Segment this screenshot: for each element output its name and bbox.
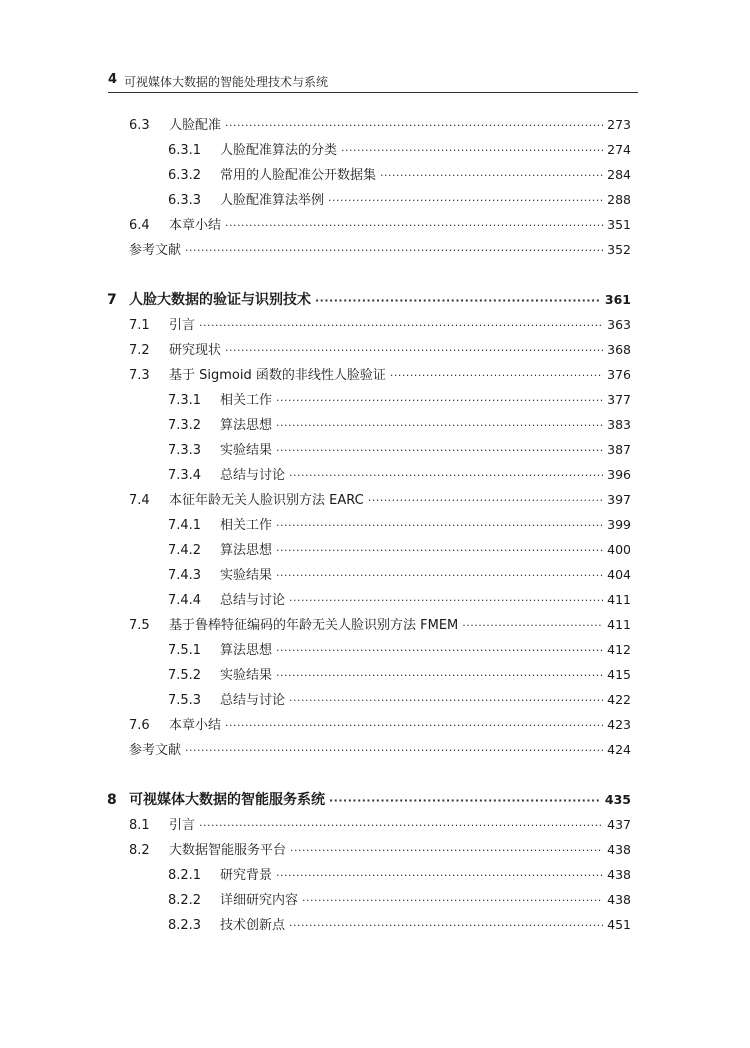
toc-entry-page: 351 bbox=[607, 217, 631, 232]
dot-leader bbox=[289, 690, 603, 712]
dot-leader bbox=[225, 215, 603, 237]
toc-entry-number: 7.2 bbox=[129, 343, 150, 358]
toc-entry-page: 400 bbox=[607, 542, 631, 557]
toc-entry[interactable] bbox=[168, 514, 631, 536]
toc-entry-title: 相关工作 bbox=[220, 393, 273, 408]
dot-leader bbox=[329, 790, 601, 812]
toc-entry-title: 人脸配准 bbox=[169, 118, 222, 133]
toc-entry[interactable] bbox=[168, 189, 631, 211]
toc-entry-page: 438 bbox=[607, 892, 631, 907]
toc-entry-title: 可视媒体大数据的智能服务系统 bbox=[129, 792, 325, 808]
toc-entry-page: 274 bbox=[607, 142, 631, 157]
dot-leader bbox=[199, 315, 603, 337]
dot-leader bbox=[289, 590, 603, 612]
toc-entry[interactable] bbox=[168, 914, 631, 936]
toc-entry-title: 基于 Sigmoid 函数的非线性人脸验证 bbox=[169, 368, 386, 383]
toc-entry-page: 422 bbox=[607, 692, 631, 707]
toc-entry[interactable] bbox=[168, 139, 631, 161]
toc-entry[interactable] bbox=[107, 289, 631, 311]
dot-leader bbox=[185, 740, 603, 762]
dot-leader bbox=[225, 715, 603, 737]
toc-entry-number: 7.3 bbox=[129, 368, 150, 383]
dot-leader bbox=[276, 865, 603, 887]
toc-entry-title: 详细研究内容 bbox=[220, 893, 299, 908]
toc-entry-title: 算法思想 bbox=[220, 418, 273, 433]
toc-entry-title: 实验结果 bbox=[220, 668, 273, 683]
dot-leader bbox=[276, 665, 603, 687]
toc-entry-title: 实验结果 bbox=[220, 568, 273, 583]
dot-leader bbox=[185, 240, 603, 262]
toc-entry-title: 本章小结 bbox=[169, 218, 222, 233]
dot-leader bbox=[368, 490, 603, 512]
book-title: 可视媒体大数据的智能处理技术与系统 bbox=[124, 75, 329, 89]
toc-entry-title: 人脸大数据的验证与识别技术 bbox=[129, 292, 311, 308]
dot-leader bbox=[276, 415, 603, 437]
toc-entry-number: 7.6 bbox=[129, 718, 150, 733]
toc-entry[interactable] bbox=[168, 664, 631, 686]
running-header bbox=[108, 70, 638, 93]
toc-entry[interactable] bbox=[129, 239, 631, 261]
toc-entry-title: 算法思想 bbox=[220, 643, 273, 658]
toc-entry-number: 7.4 bbox=[129, 493, 150, 508]
toc-entry-number: 7 bbox=[107, 292, 117, 308]
dot-leader bbox=[289, 915, 603, 937]
toc-entry-page: 377 bbox=[607, 392, 631, 407]
toc-entry-page: 273 bbox=[607, 117, 631, 132]
toc-entry-page: 368 bbox=[607, 342, 631, 357]
toc-entry-page: 284 bbox=[607, 167, 631, 182]
toc-entry-page: 363 bbox=[607, 317, 631, 332]
toc-entry-number: 6.3.3 bbox=[168, 193, 202, 208]
toc-entry-page: 411 bbox=[607, 617, 631, 632]
toc-entry-title: 本章小结 bbox=[169, 718, 222, 733]
toc-entry-number: 6.3.2 bbox=[168, 168, 202, 183]
dot-leader bbox=[390, 365, 603, 387]
toc-entry[interactable] bbox=[168, 864, 631, 886]
toc-entry[interactable] bbox=[168, 389, 631, 411]
toc-entry[interactable] bbox=[168, 539, 631, 561]
toc-entry-page: 383 bbox=[607, 417, 631, 432]
toc-entry-number: 7.3.1 bbox=[168, 393, 202, 408]
dot-leader bbox=[199, 815, 603, 837]
toc-entry-title: 总结与讨论 bbox=[220, 593, 286, 608]
toc-entry-number: 6.3 bbox=[129, 118, 150, 133]
dot-leader bbox=[276, 640, 603, 662]
toc-entry-page: 435 bbox=[604, 792, 631, 807]
toc-entry-page: 361 bbox=[604, 292, 631, 307]
toc-entry-page: 397 bbox=[607, 492, 631, 507]
toc-entry-number: 8.2.2 bbox=[168, 893, 202, 908]
toc-entry-number: 8 bbox=[107, 792, 117, 808]
toc-entry[interactable] bbox=[107, 789, 631, 811]
toc-entry[interactable] bbox=[168, 414, 631, 436]
dot-leader bbox=[276, 565, 603, 587]
toc-entry-title: 相关工作 bbox=[220, 518, 273, 533]
toc-entry-title: 人脸配准算法举例 bbox=[220, 193, 325, 208]
toc-entry[interactable] bbox=[168, 589, 631, 611]
toc-entry-title: 本征年龄无关人脸识别方法 EARC bbox=[169, 493, 364, 508]
toc-entry-page: 412 bbox=[607, 642, 631, 657]
toc-entry[interactable] bbox=[129, 614, 631, 636]
toc-entry-title: 总结与讨论 bbox=[220, 693, 286, 708]
dot-leader bbox=[276, 440, 603, 462]
toc-entry-page: 451 bbox=[607, 917, 631, 932]
toc-entry-number: 7.4.4 bbox=[168, 593, 202, 608]
toc-entry-page: 396 bbox=[607, 467, 631, 482]
toc-entry[interactable] bbox=[129, 489, 631, 511]
toc-entry-number: 7.4.3 bbox=[168, 568, 202, 583]
toc-entry[interactable] bbox=[129, 314, 631, 336]
toc-entry-title: 参考文献 bbox=[129, 743, 182, 758]
toc-entry-page: 399 bbox=[607, 517, 631, 532]
dot-leader bbox=[289, 465, 603, 487]
toc-entry-page: 415 bbox=[607, 667, 631, 682]
toc-entry[interactable] bbox=[129, 339, 631, 361]
toc-entry[interactable] bbox=[168, 689, 631, 711]
dot-leader bbox=[462, 615, 603, 637]
toc-entry-title: 实验结果 bbox=[220, 443, 273, 458]
toc-entry-title: 基于鲁棒特征编码的年龄无关人脸识别方法 FMEM bbox=[169, 618, 459, 633]
toc-entry-page: 438 bbox=[607, 867, 631, 882]
toc-entry-number: 7.5.2 bbox=[168, 668, 202, 683]
dot-leader bbox=[290, 840, 603, 862]
dot-leader bbox=[328, 190, 603, 212]
toc-entry-page: 404 bbox=[607, 567, 631, 582]
toc-entry-number: 7.3.4 bbox=[168, 468, 202, 483]
toc-entry-number: 6.4 bbox=[129, 218, 150, 233]
toc-entry[interactable] bbox=[168, 164, 631, 186]
page-number: 4 bbox=[108, 72, 118, 87]
toc-entry-page: 423 bbox=[607, 717, 631, 732]
toc-entry-title: 总结与讨论 bbox=[220, 468, 286, 483]
toc-entry-title: 引言 bbox=[169, 318, 196, 333]
toc-entry-title: 常用的人脸配准公开数据集 bbox=[220, 168, 377, 183]
toc-entry[interactable] bbox=[168, 464, 631, 486]
toc-entry-number: 7.4.1 bbox=[168, 518, 202, 533]
toc-entry[interactable] bbox=[129, 739, 631, 761]
toc-entry-number: 8.1 bbox=[129, 818, 150, 833]
toc-entry-page: 387 bbox=[607, 442, 631, 457]
toc-entry-number: 7.4.2 bbox=[168, 543, 202, 558]
dot-leader bbox=[302, 890, 603, 912]
toc-entry-title: 引言 bbox=[169, 818, 196, 833]
toc-entry-page: 376 bbox=[607, 367, 631, 382]
toc-entry-number: 8.2.3 bbox=[168, 918, 202, 933]
toc-entry-page: 288 bbox=[607, 192, 631, 207]
toc-entry-title: 参考文献 bbox=[129, 243, 182, 258]
toc-entry-number: 7.5 bbox=[129, 618, 150, 633]
toc-entry-number: 8.2 bbox=[129, 843, 150, 858]
toc-entry-title: 技术创新点 bbox=[220, 918, 286, 933]
toc-entry-page: 411 bbox=[607, 592, 631, 607]
toc-entry[interactable] bbox=[168, 564, 631, 586]
toc-entry[interactable] bbox=[129, 364, 631, 386]
dot-leader bbox=[276, 390, 603, 412]
toc-entry-title: 人脸配准算法的分类 bbox=[220, 143, 338, 158]
toc-entry-title: 算法思想 bbox=[220, 543, 273, 558]
toc-entry-number: 7.5.1 bbox=[168, 643, 202, 658]
dot-leader bbox=[315, 290, 601, 312]
toc-entry[interactable] bbox=[168, 439, 631, 461]
toc-entry-page: 438 bbox=[607, 842, 631, 857]
dot-leader bbox=[225, 115, 603, 137]
toc-entry-number: 7.3.2 bbox=[168, 418, 202, 433]
toc-entry-page: 352 bbox=[607, 242, 631, 257]
toc-entry[interactable] bbox=[129, 714, 631, 736]
toc-entry-number: 6.3.1 bbox=[168, 143, 202, 158]
toc-entry-number: 8.2.1 bbox=[168, 868, 202, 883]
toc-entry[interactable] bbox=[129, 214, 631, 236]
dot-leader bbox=[276, 515, 603, 537]
toc-entry[interactable] bbox=[129, 839, 631, 861]
toc-entry-number: 7.1 bbox=[129, 318, 150, 333]
dot-leader bbox=[276, 540, 603, 562]
toc-entry[interactable] bbox=[168, 639, 631, 661]
toc-entry-number: 7.5.3 bbox=[168, 693, 202, 708]
toc-entry-page: 437 bbox=[607, 817, 631, 832]
toc-entry-title: 研究背景 bbox=[220, 868, 273, 883]
dot-leader bbox=[380, 165, 603, 187]
dot-leader bbox=[341, 140, 603, 162]
toc-entry[interactable] bbox=[168, 889, 631, 911]
toc-entry[interactable] bbox=[129, 814, 631, 836]
toc-entry-page: 424 bbox=[607, 742, 631, 757]
toc-entry-title: 大数据智能服务平台 bbox=[169, 843, 287, 858]
toc-entry-title: 研究现状 bbox=[169, 343, 222, 358]
toc-entry-number: 7.3.3 bbox=[168, 443, 202, 458]
toc-entry[interactable] bbox=[129, 114, 631, 136]
dot-leader bbox=[225, 340, 603, 362]
